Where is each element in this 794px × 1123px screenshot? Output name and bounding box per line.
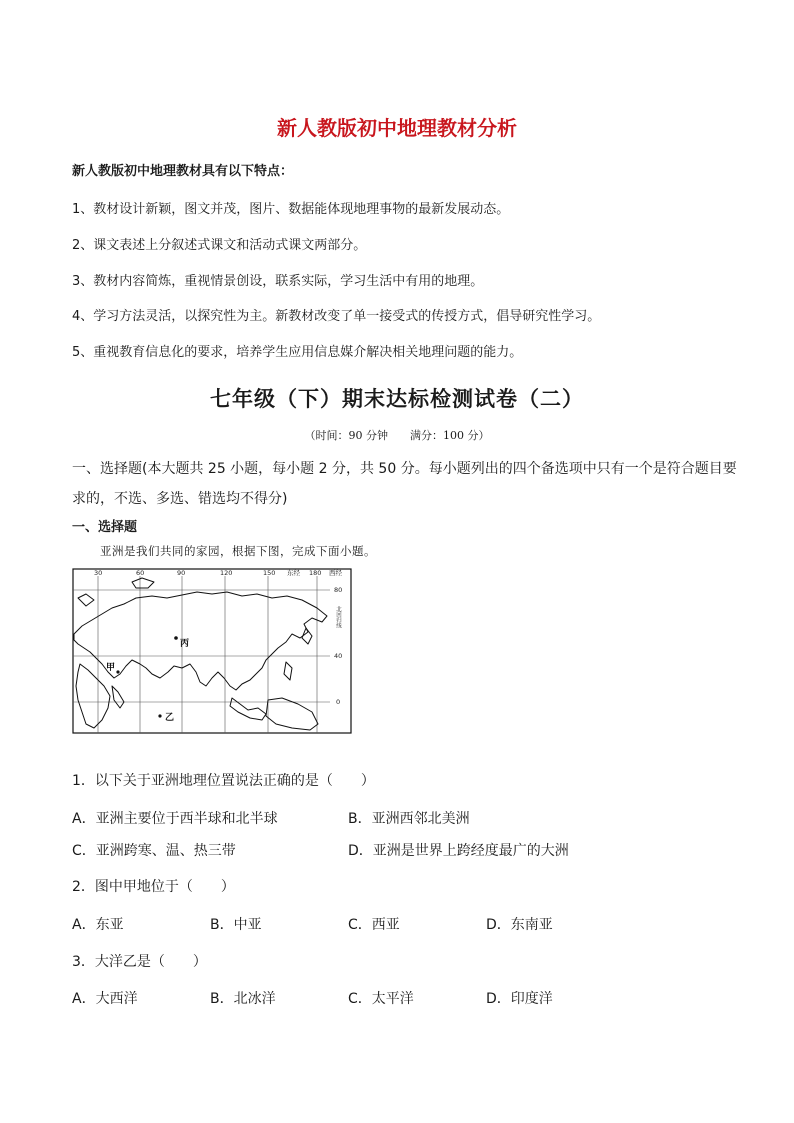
place-dot	[174, 636, 178, 640]
place-label-bing: 丙	[180, 639, 190, 649]
section-instructions-line2: 求的，不选、多选、错选均不得分)	[72, 491, 288, 507]
lat-label: 80	[334, 586, 343, 594]
feature-item: 5、重视教育信息化的要求，培养学生应用信息媒介解决相关地理问题的能力。	[72, 345, 523, 360]
section-instructions-line1: 一、选择题(本大题共 25 小题，每小题 2 分，共 50 分。每小题列出的四个备选项中只有一个是符合题目要	[72, 461, 737, 477]
lon-label: 150	[263, 569, 276, 577]
answer-option[interactable]: C．太平洋	[348, 991, 414, 1007]
question-stem: 2．图中甲地位于（ ）	[72, 879, 235, 895]
exam-meta: （时间：90 分钟 满分：100 分）	[304, 429, 490, 442]
exam-title: 七年级（下）期末达标检测试卷（二）	[210, 387, 584, 411]
section-heading: 一、选择题	[72, 520, 138, 535]
question-stem: 1．以下关于亚洲地理位置说法正确的是（ ）	[72, 773, 375, 789]
feature-item: 1、教材设计新颖，图文并茂，图片、数据能体现地理事物的最新发展动态。	[72, 202, 510, 217]
feature-item: 4、学习方法灵活，以探究性为主。新教材改变了单一接受式的传授方式，倡导研究性学习。	[72, 309, 601, 324]
question-group-intro: 亚洲是我们共同的家园，根据下图，完成下面小题。	[100, 544, 376, 558]
lon-label: 西经	[329, 569, 342, 577]
lat-label: 0	[336, 698, 341, 706]
answer-option[interactable]: A．大西洋	[72, 991, 138, 1007]
answer-option[interactable]: A．东亚	[72, 917, 124, 933]
tropic-label: 北回归线	[335, 606, 341, 628]
intro-heading: 新人教版初中地理教材具有以下特点：	[72, 164, 294, 179]
lon-label: 120	[220, 569, 233, 577]
document-title: 新人教版初中地理教材分析	[277, 116, 517, 140]
asia-map	[72, 568, 352, 734]
answer-option[interactable]: D．亚洲是世界上跨经度最广的大洲	[348, 843, 569, 859]
lon-label: 东经	[287, 569, 300, 577]
place-label-yi: 乙	[165, 713, 175, 723]
lon-label: 90	[177, 569, 186, 577]
feature-item: 2、课文表述上分叙述式课文和活动式课文两部分。	[72, 238, 367, 253]
place-dot	[158, 714, 161, 717]
answer-option[interactable]: D．东南亚	[486, 917, 553, 933]
place-label-jia: 甲	[106, 663, 116, 673]
place-dot	[116, 670, 119, 673]
lon-label: 30	[94, 569, 103, 577]
feature-item: 3、教材内容简炼，重视情景创设，联系实际，学习生活中有用的地理。	[72, 274, 484, 289]
answer-option[interactable]: C．西亚	[348, 917, 400, 933]
answer-option[interactable]: D．印度洋	[486, 991, 553, 1007]
answer-option[interactable]: A．亚洲主要位于西半球和北半球	[72, 811, 278, 827]
lon-label: 60	[136, 569, 145, 577]
answer-option[interactable]: B．中亚	[210, 917, 262, 933]
answer-option[interactable]: B．亚洲西邻北美洲	[348, 811, 470, 827]
lat-label: 40	[334, 652, 343, 660]
answer-option[interactable]: B．北冰洋	[210, 991, 276, 1007]
answer-option[interactable]: C．亚洲跨寒、温、热三带	[72, 843, 236, 859]
lon-label: 180	[309, 569, 322, 577]
question-stem: 3．大洋乙是（ ）	[72, 954, 207, 970]
